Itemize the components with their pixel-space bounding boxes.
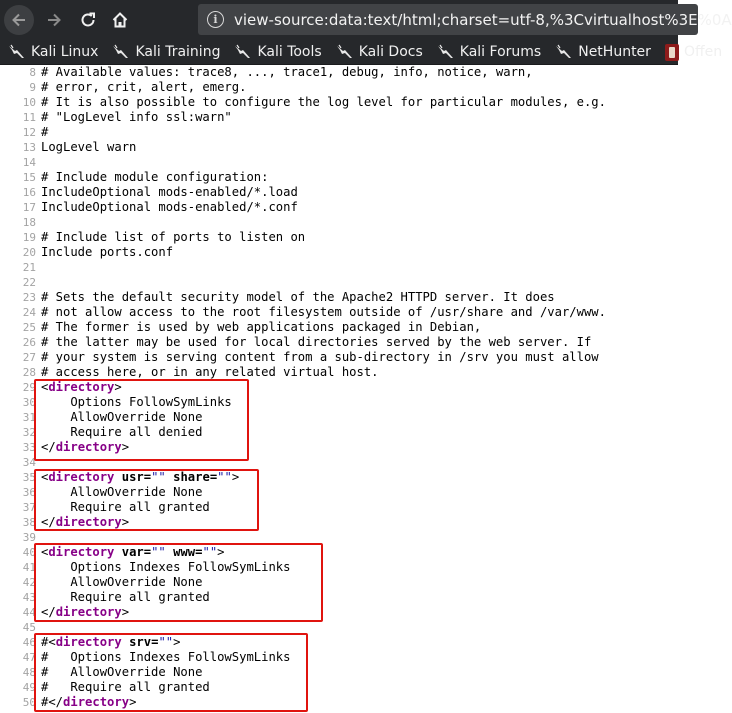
tag-open-bracket: </ [41, 515, 56, 529]
tag-close-bracket: > [129, 695, 137, 709]
back-button[interactable] [4, 5, 34, 35]
bookmark-label: Kali Tools [257, 44, 322, 60]
line-code: Require all denied [41, 425, 203, 439]
highlight-box-directory-usr-share [34, 469, 259, 531]
reload-icon [79, 11, 97, 29]
kali-dragon-icon [336, 44, 354, 60]
attribute-equals: = [151, 635, 159, 649]
line-code: IncludeOptional mods-enabled/*.conf [41, 200, 298, 214]
line-number: 30 [22, 396, 36, 409]
source-line [0, 110, 678, 125]
line-code: # Options Indexes FollowSymLinks [41, 650, 291, 664]
attribute-value: "" [217, 470, 232, 484]
url-text[interactable]: view-source:data:text/html;charset=utf-8,%3Cvirtualhost%3E%0A [234, 10, 732, 29]
source-line [0, 200, 678, 215]
source-line [0, 335, 678, 350]
bookmark-kali-training[interactable] [112, 44, 220, 60]
tag-name: directory [55, 440, 122, 454]
line-code: # Available values: trace8, ..., trace1, debug, info, notice, warn, [41, 65, 533, 79]
info-icon[interactable]: i [207, 11, 224, 28]
tag-open-bracket: < [41, 545, 49, 559]
kali-dragon-icon [234, 44, 252, 60]
line-code: # The former is used by web applications packaged in Debian, [41, 320, 482, 334]
line-number: 45 [22, 621, 36, 634]
tag-close-bracket: > [121, 605, 130, 619]
bookmark-label: Kali Training [135, 44, 221, 60]
line-number: 50 [22, 696, 36, 709]
line-code: Require all granted [41, 590, 210, 604]
attribute-value: "" [151, 470, 166, 484]
line-number: 48 [22, 666, 36, 679]
line-code: # AllowOverride None [41, 665, 203, 679]
line-number: 22 [22, 276, 36, 289]
source-line [0, 305, 678, 320]
highlight-box-directory-var-www [34, 543, 323, 622]
bookmarks-bar [0, 40, 723, 65]
line-code: # Include list of ports to listen on [41, 230, 306, 244]
line-code: Include ports.conf [41, 245, 174, 259]
kali-dragon-icon [112, 44, 130, 60]
line-code: LogLevel warn [41, 140, 137, 154]
tag-name: directory [55, 635, 122, 649]
bookmark-offen[interactable] [665, 44, 722, 61]
tag-close-bracket: > [173, 635, 181, 649]
line-code: AllowOverride None [41, 410, 203, 424]
line-number: 39 [22, 531, 36, 544]
line-code: # error, crit, alert, emerg. [41, 80, 247, 94]
tag-name: directory [48, 470, 115, 484]
line-number: 27 [22, 351, 36, 364]
url-bar[interactable] [198, 4, 732, 35]
attribute-name: var [121, 545, 144, 559]
arrow-left-icon [10, 11, 28, 29]
attribute-equals: = [195, 545, 203, 559]
tag-open-bracket: </ [41, 440, 56, 454]
line-number: 9 [29, 81, 36, 94]
tag-name: directory [55, 515, 122, 529]
line-code: # Sets the default security model of the Apache2 HTTPD server. It does [41, 290, 555, 304]
line-number: 38 [22, 516, 36, 529]
reload-button[interactable] [72, 4, 104, 36]
attribute-equals: = [143, 545, 152, 559]
tag-close-bracket: > [231, 470, 240, 484]
attribute-value: "" [151, 545, 166, 559]
source-line [0, 95, 678, 110]
bookmark-nethunter[interactable] [555, 44, 651, 60]
line-code: # Include module configuration: [41, 170, 269, 184]
tag-name: directory [48, 545, 115, 559]
line-number: 29 [22, 381, 36, 394]
bookmark-kali-forums[interactable] [437, 44, 541, 60]
tag-close-bracket: > [121, 440, 130, 454]
line-number: 35 [22, 471, 36, 484]
line-number: 10 [22, 96, 36, 109]
line-code: # not allow access to the root filesystem outside of /usr/share and /var/www. [41, 305, 606, 319]
bookmark-kali-tools[interactable] [234, 44, 321, 60]
tag-open-bracket: #</ [41, 695, 64, 709]
arrow-right-icon [45, 11, 63, 29]
source-line [0, 350, 678, 365]
line-code: # your system is serving content from a sub-directory in /srv you must allow [41, 350, 599, 364]
kali-dragon-icon [437, 44, 455, 60]
line-number: 28 [22, 366, 36, 379]
source-line [0, 215, 678, 230]
line-code: # Require all granted [41, 680, 210, 694]
line-number: 44 [22, 606, 36, 619]
line-number: 23 [22, 291, 36, 304]
kali-dragon-icon [555, 44, 573, 60]
line-code: AllowOverride None [41, 485, 203, 499]
line-number: 47 [22, 651, 36, 664]
line-number: 42 [22, 576, 36, 589]
line-number: 36 [22, 486, 36, 499]
line-number: 34 [22, 456, 36, 469]
tag-close-bracket: > [217, 545, 225, 559]
source-line [0, 260, 678, 275]
line-number: 43 [22, 591, 36, 604]
line-number: 49 [22, 681, 36, 694]
source-line [0, 170, 678, 185]
line-code: # access here, or in any related virtual host. [41, 365, 379, 379]
tag-name: directory [55, 605, 122, 619]
line-number: 32 [22, 426, 36, 439]
tag-close-bracket: > [114, 380, 122, 394]
tag-open-bracket: < [41, 380, 49, 394]
line-number: 24 [22, 306, 36, 319]
source-line [0, 230, 678, 245]
tag-open-bracket: </ [41, 605, 56, 619]
line-code: Options Indexes FollowSymLinks [41, 560, 291, 574]
forward-button[interactable] [38, 4, 70, 36]
browser-toolbar [0, 0, 732, 40]
line-number: 15 [22, 171, 36, 184]
offsec-icon [665, 44, 679, 61]
line-number: 20 [22, 246, 36, 259]
attribute-equals: = [143, 470, 152, 484]
line-number: 37 [22, 501, 36, 514]
bookmark-label: Kali Linux [31, 44, 99, 60]
attribute-name: usr [121, 470, 144, 484]
line-number: 41 [22, 561, 36, 574]
tag-name: directory [63, 695, 130, 709]
highlight-box-directory-root [34, 379, 249, 461]
source-line [0, 140, 678, 155]
tag-open-bracket: < [41, 470, 49, 484]
line-number: 18 [22, 216, 36, 229]
source-line [0, 245, 678, 260]
kali-dragon-icon [8, 44, 26, 60]
source-line [0, 290, 678, 305]
line-code: # It is also possible to configure the log level for particular modules, e.g. [41, 95, 606, 109]
line-number: 40 [22, 546, 36, 559]
source-line [0, 125, 678, 140]
attribute-value: "" [158, 635, 174, 649]
line-number: 13 [22, 141, 36, 154]
source-line [0, 80, 678, 95]
line-number: 26 [22, 336, 36, 349]
line-code: # the latter may be used for local directories served by the web server. If [41, 335, 592, 349]
line-code: Require all granted [41, 500, 210, 514]
source-line [0, 155, 678, 170]
attribute-name: share [173, 470, 210, 484]
source-line [0, 275, 678, 290]
line-number: 14 [22, 156, 36, 169]
line-number: 19 [22, 231, 36, 244]
tag-open-bracket: #< [41, 635, 56, 649]
bookmark-kali-linux[interactable] [8, 44, 98, 60]
line-number: 33 [22, 441, 36, 454]
line-number: 8 [29, 66, 36, 79]
line-number: 16 [22, 186, 36, 199]
line-code: AllowOverride None [41, 575, 203, 589]
tag-close-bracket: > [121, 515, 130, 529]
bookmark-label: Kali Docs [358, 44, 423, 60]
bookmark-label: Kali Forums [459, 44, 542, 60]
highlight-box-directory-srv [34, 633, 308, 712]
source-line [0, 65, 678, 80]
line-code: # "LogLevel info ssl:warn" [41, 110, 232, 124]
home-icon [111, 11, 129, 29]
bookmark-label: Offen [683, 44, 723, 60]
line-number: 25 [22, 321, 36, 334]
home-button[interactable] [104, 4, 136, 36]
source-line [0, 365, 678, 380]
tag-name: directory [48, 380, 115, 394]
source-line [0, 320, 678, 335]
line-code: IncludeOptional mods-enabled/*.load [41, 185, 298, 199]
line-number: 21 [22, 261, 36, 274]
bookmark-label: NetHunter [578, 44, 651, 60]
line-number: 12 [22, 126, 36, 139]
attribute-equals: = [209, 470, 218, 484]
attribute-name: www [173, 545, 196, 559]
bookmark-kali-docs[interactable] [336, 44, 423, 60]
line-number: 31 [22, 411, 36, 424]
line-number: 11 [22, 111, 36, 124]
line-number: 17 [22, 201, 36, 214]
line-number: 46 [22, 636, 36, 649]
attribute-name: srv [129, 635, 152, 649]
line-code: # [41, 125, 49, 139]
line-code: Options FollowSymLinks [41, 395, 232, 409]
source-line [0, 185, 678, 200]
attribute-value: "" [202, 545, 218, 559]
